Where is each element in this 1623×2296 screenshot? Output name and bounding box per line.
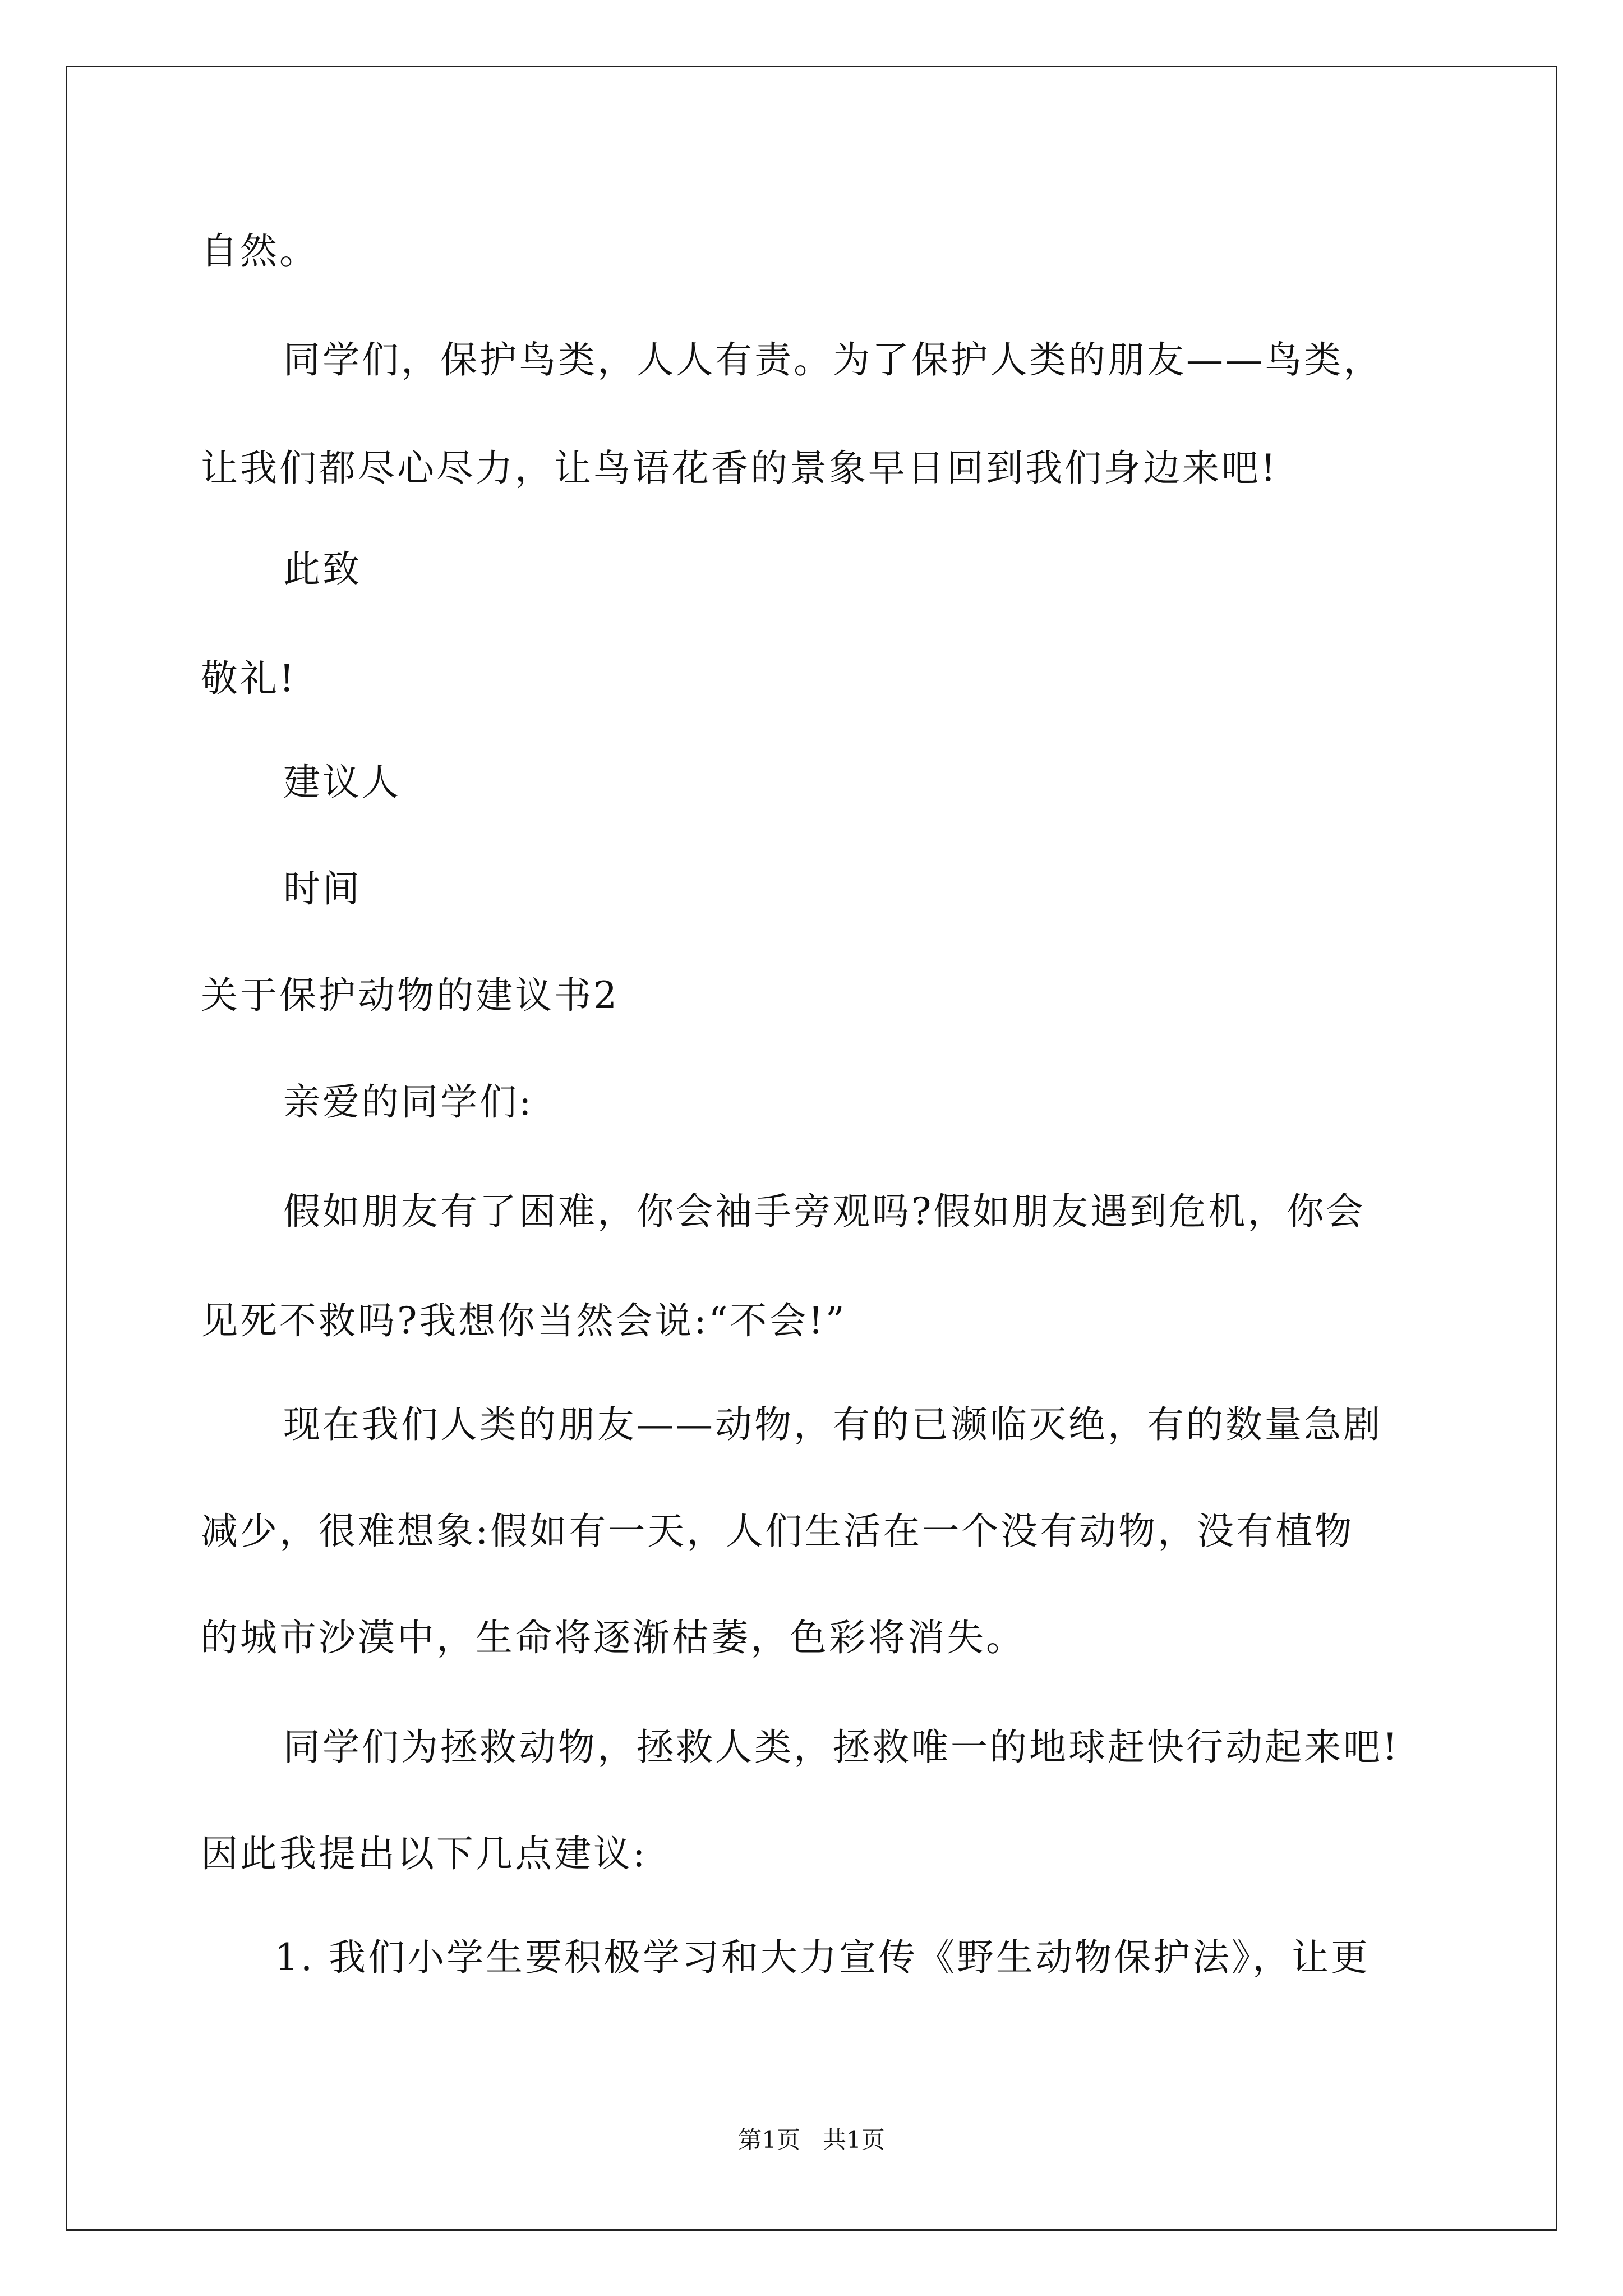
text-line: 建议人 <box>283 761 401 804</box>
text-line: 让我们都尽心尽力，让鸟语花香的景象早日回到我们身边来吧! <box>201 447 1278 490</box>
section-heading: 关于保护动物的建议书2 <box>201 974 619 1017</box>
text-line: 减少，很难想象:假如有一天，人们生活在一个没有动物，没有植物 <box>201 1510 1354 1553</box>
text-line: 假如朋友有了困难，你会袖手旁观吗?假如朋友遇到危机，你会 <box>283 1190 1366 1233</box>
list-item: 1. 我们小学生要积极学习和大力宣传《野生动物保护法》，让更 <box>275 1936 1370 1979</box>
page-border <box>66 66 1557 2231</box>
text-line: 同学们为拯救动物，拯救人类，拯救唯一的地球赶快行动起来吧! <box>283 1726 1400 1769</box>
text-line: 时间 <box>283 867 362 910</box>
text-line: 此致 <box>283 547 362 591</box>
text-line: 见死不救吗?我想你当然会说:“不会!” <box>201 1299 847 1342</box>
text-line: 的城市沙漠中，生命将逐渐枯萎，色彩将消失。 <box>201 1616 1025 1659</box>
text-line: 自然。 <box>201 229 319 273</box>
text-line: 现在我们人类的朋友——动物，有的已濒临灭绝，有的数量急剧 <box>283 1403 1382 1446</box>
text-line: 因此我提出以下几点建议: <box>201 1832 648 1875</box>
text-line: 同学们，保护鸟类，人人有责。为了保护人类的朋友——鸟类， <box>283 338 1382 381</box>
salutation: 亲爱的同学们: <box>283 1080 534 1124</box>
page-footer: 第1页 共1页 <box>738 2126 885 2154</box>
text-line: 敬礼! <box>201 657 297 700</box>
